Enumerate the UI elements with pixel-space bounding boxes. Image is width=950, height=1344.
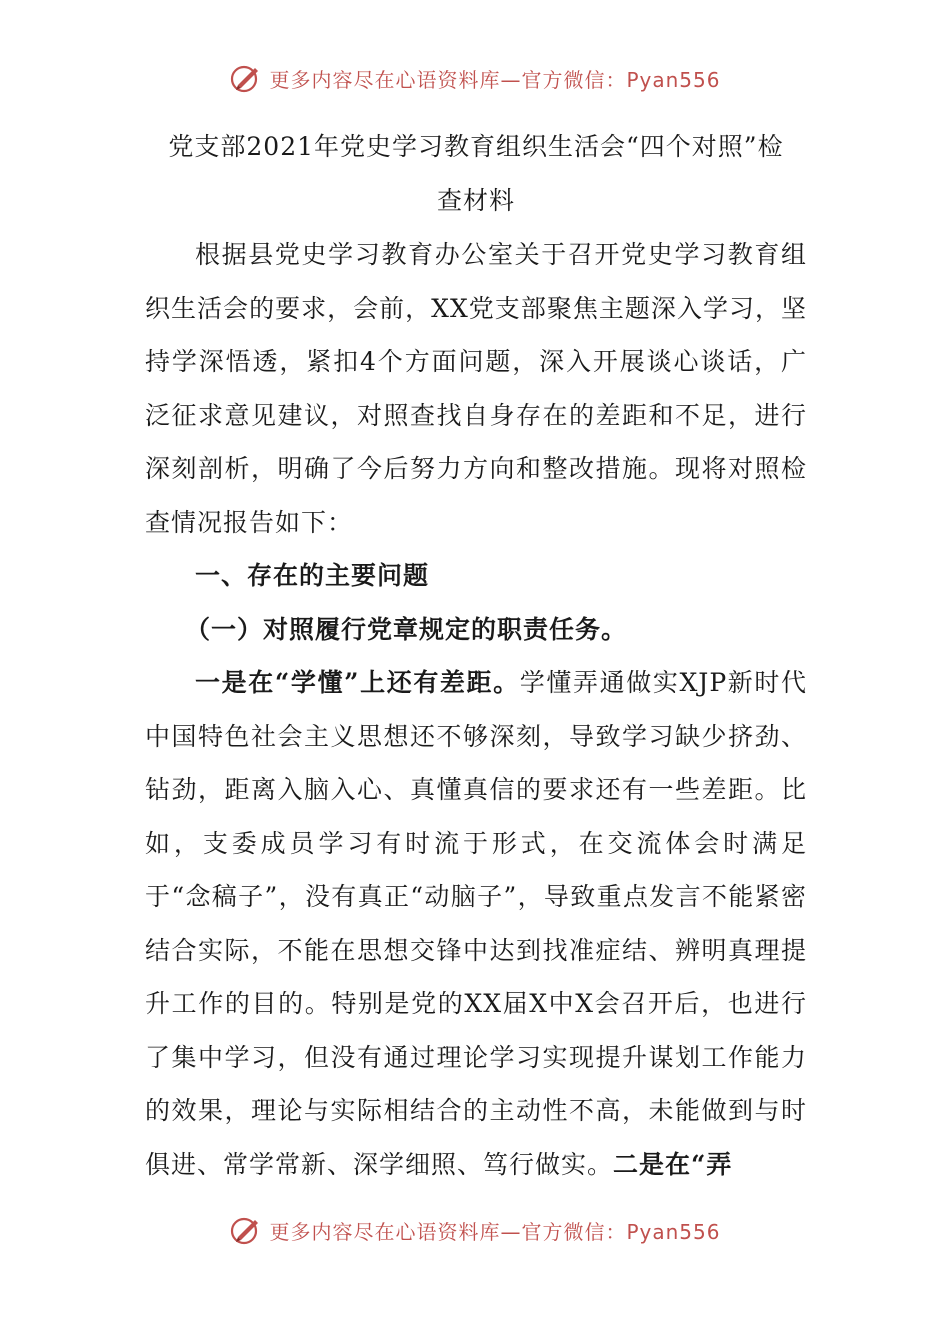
document-title-line-2: 查材料 — [436, 186, 515, 215]
footer-banner — [0, 1210, 950, 1250]
document-body — [145, 120, 807, 1191]
point-1-body: 学懂弄通做实XJP新时代中国特色社会主义思想还不够深刻，导致学习缺少挤劲、钻劲，距离入脑入心、真懂真信的要求还有一些差距。比如，支委成员学习有时流于形式，在交流体会时满足于“念稿子”，没有真正“动脑子”，导致重点发言不能紧密结合实际，不能在思想交锋中达到找准症结、辨明真理提升工作的目的。特别是党的XX届X中X会召开后，也进行了集中学习，但没有通过理论学习实现提升谋划工作能力的效果，理论与实际相结合的主动性不高，未能做到与时俱进、常学常新、深学细照、笃行做实。 — [145, 668, 807, 1179]
banner-text: 更多内容尽在心语资料库—官方微信：Pyan556 — [269, 67, 721, 92]
pen-logo-icon — [229, 1213, 263, 1247]
subsection-1-heading: （一）对照履行党章规定的职责任务。 — [185, 614, 628, 644]
point-1-lead: 一是在“学懂”上还有差距。 — [195, 668, 520, 697]
section-1-heading: 一、存在的主要问题 — [195, 561, 430, 590]
header-banner — [0, 58, 950, 98]
point-2-lead: 二是在“弄 — [613, 1149, 733, 1179]
document-title-line-1: 党支部2021年党史学习教育组织生活会“四个对照”检 — [168, 132, 784, 161]
pen-logo-icon — [229, 61, 263, 95]
banner-text: 更多内容尽在心语资料库—官方微信：Pyan556 — [269, 1219, 721, 1244]
intro-paragraph: 根据县党史学习教育办公室关于召开党史学习教育组织生活会的要求，会前，XX党支部聚焦主题深入学习，坚持学深悟透，紧扣4个方面问题，深入开展谈心谈话，广泛征求意见建议，对照查找自身存在的差距和不足，进行深刻剖析，明确了今后努力方向和整改措施。现将对照检查情况报告如下： — [145, 240, 807, 537]
point-1-paragraph — [145, 656, 807, 1191]
